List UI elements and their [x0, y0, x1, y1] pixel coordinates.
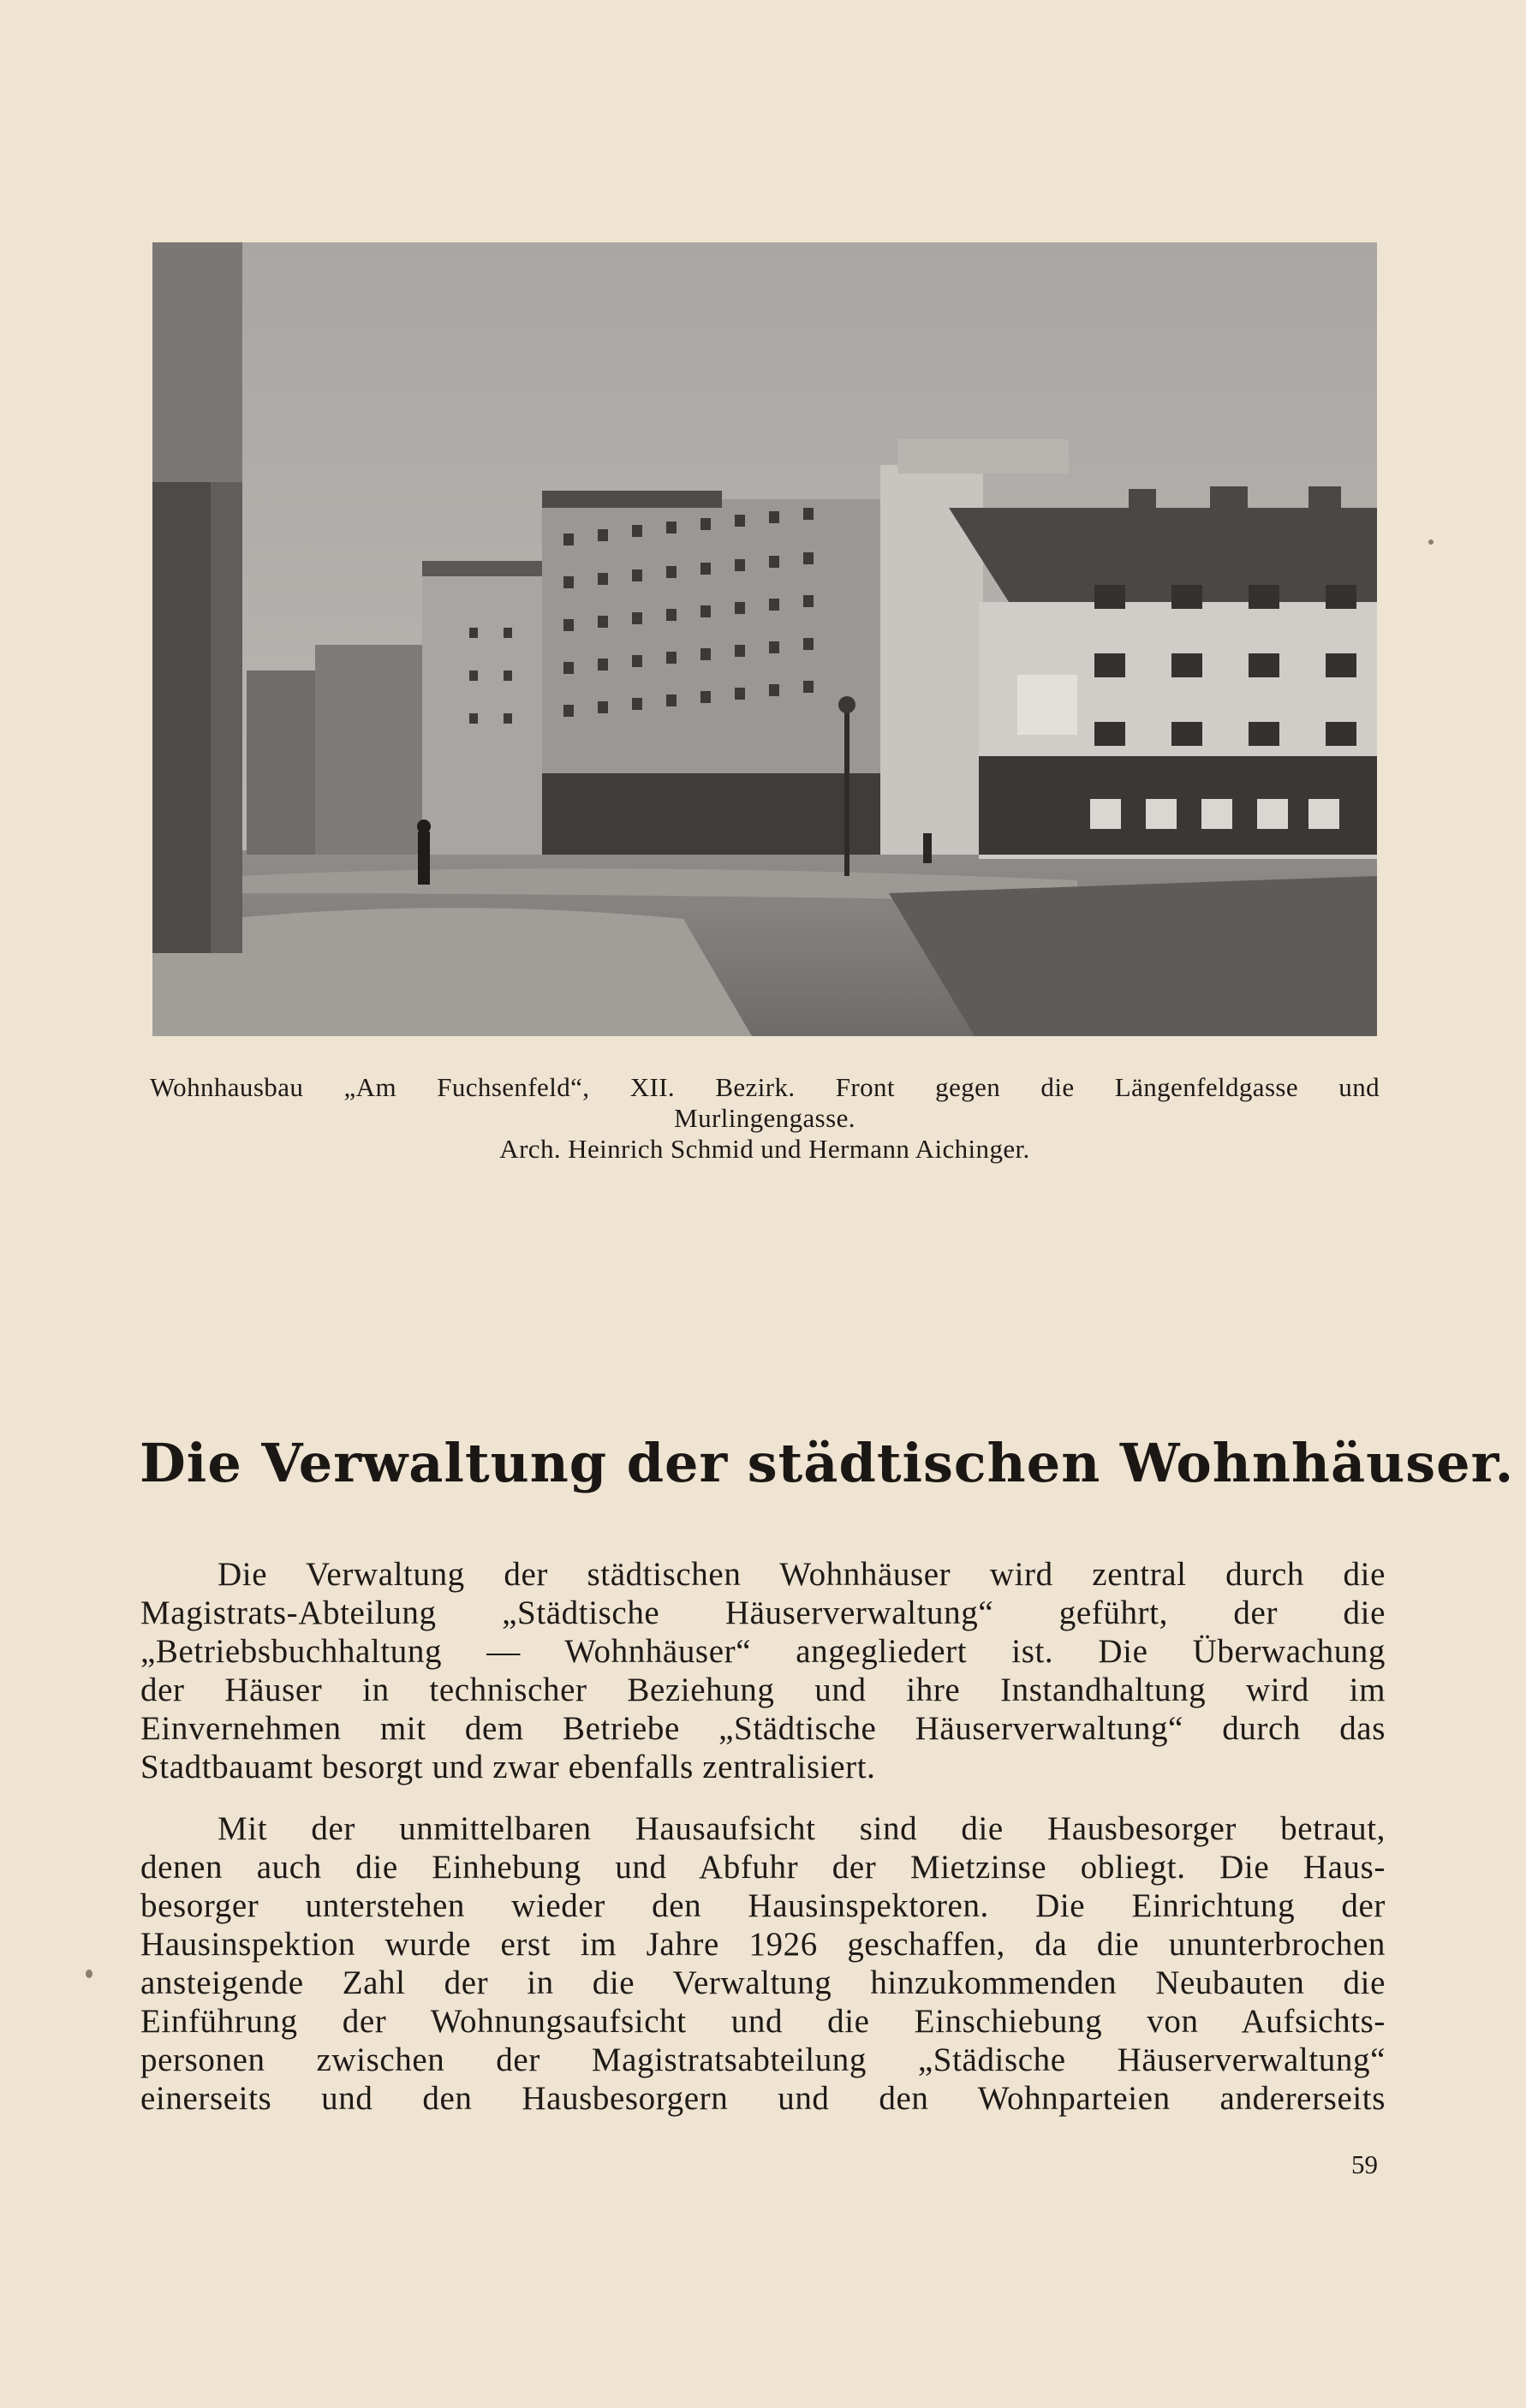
text-line: Einvernehmen mit dem Betriebe „Städtische Häuserverwaltung“ durch das [140, 1710, 1386, 1747]
paper-speck [1428, 539, 1434, 545]
paragraph [140, 1809, 1386, 2118]
text-line: Hausinspektion wurde erst im Jahre 1926 geschaffen, da die ununterbrochen [140, 1926, 1386, 1963]
caption-line: Murlingengasse. [674, 1103, 855, 1133]
section-heading: Die Verwaltung der städtischen Wohnhäuser. [140, 1432, 1515, 1494]
text-line: der Häuser in technischer Beziehung und ihre Instandhaltung wird im [140, 1672, 1386, 1708]
paper-speck [86, 1970, 92, 1978]
caption-architects: Arch. Heinrich Schmid und Hermann Aichinger. [499, 1134, 1030, 1164]
paragraph [140, 1555, 1386, 1786]
text-line: Die Verwaltung der städtischen Wohnhäuser wird zentral durch die [218, 1556, 1386, 1593]
text-line: einerseits und den Hausbesorgern und den Wohnparteien andererseits [140, 2080, 1386, 2117]
text-line: „Betriebsbuchhaltung — Wohnhäuser“ angegliedert ist. Die Überwachung [140, 1633, 1386, 1670]
text-line: Mit der unmittelbaren Hausaufsicht sind die Hausbesorger betraut, [218, 1810, 1386, 1847]
photo-caption [150, 1072, 1380, 1165]
text-line: ansteigende Zahl der in die Verwaltung hinzukommenden Neubauten die [140, 1964, 1386, 2001]
building-photo [152, 242, 1377, 1036]
caption-line: Wohnhausbau „Am Fuchsenfeld“, XII. Bezirk. Front gegen die Längenfeldgasse und [150, 1072, 1380, 1102]
text-line: personen zwischen der Magistratsabteilung „Städische Häuserverwaltung“ [140, 2041, 1386, 2078]
text-line: Magistrats-Abteilung „Städtische Häuserverwaltung“ geführt, der die [140, 1594, 1386, 1631]
text-line: besorger unterstehen wieder den Hausinspektoren. Die Einrichtung der [140, 1887, 1386, 1924]
page-number: 59 [1351, 2149, 1378, 2179]
text-line: Stadtbauamt besorgt und zwar ebenfalls zentralisiert. [140, 1749, 876, 1785]
text-line: Einführung der Wohnungsaufsicht und die Einschiebung von Aufsichts- [140, 2003, 1386, 2040]
text-line: denen auch die Einhebung und Abfuhr der Mietzinse obliegt. Die Haus- [140, 1849, 1386, 1886]
